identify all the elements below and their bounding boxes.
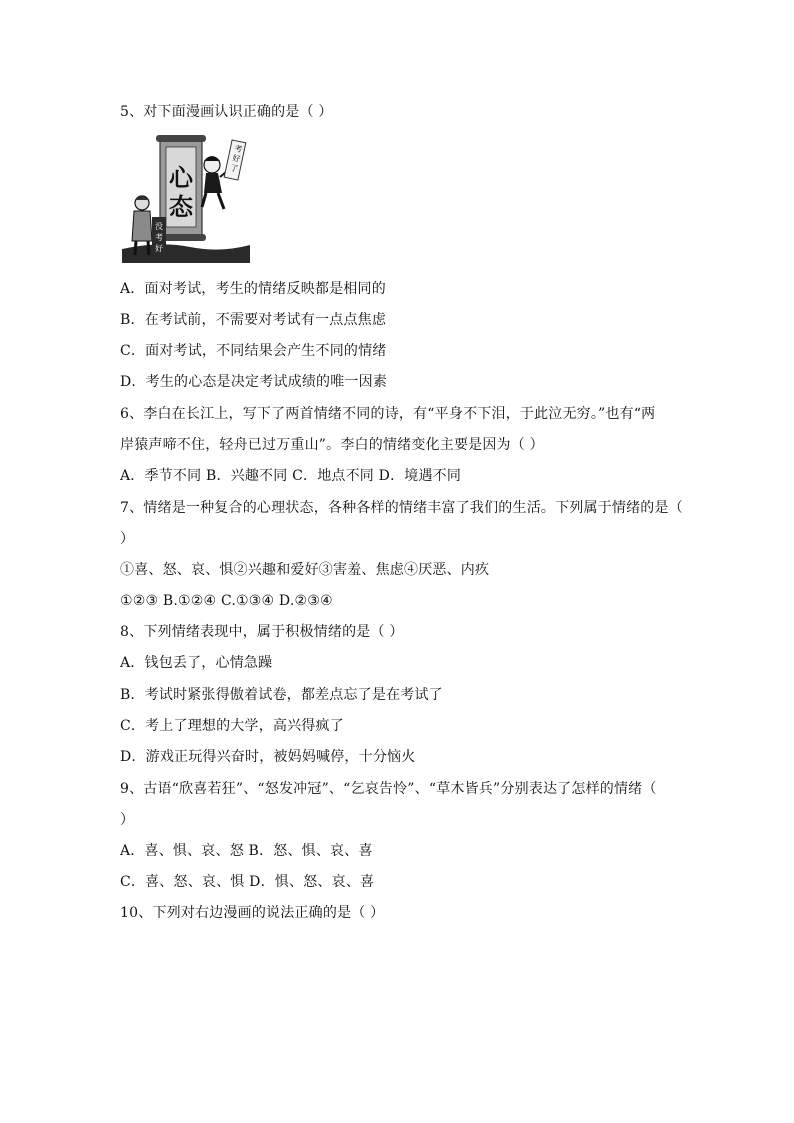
exam-mindset-comic-image <box>120 131 252 263</box>
q9-stem-line2: ） <box>120 812 135 828</box>
q8-option-b: B．考试时紧张得傲着试卷，都差点忘了是在考试了 <box>120 687 443 703</box>
svg-text:考: 考 <box>155 233 163 242</box>
q5-option-d: D．考生的心态是决定考试成绩的唯一因素 <box>120 374 388 390</box>
comic-scroll-char-1: 心 <box>169 164 193 192</box>
svg-text:没: 没 <box>155 222 163 231</box>
q6-stem-line2: 岸猿声啼不住，轻舟已过万重山”。李白的情绪变化主要是因为（ ） <box>120 437 544 453</box>
q8-option-c: C．考上了理想的大学，高兴得疯了 <box>120 718 344 734</box>
q9-options-row1: A．喜、惧、哀、怒 B．怒、惧、哀、喜 <box>120 843 373 859</box>
q6-stem-line1: 6、李白在长江上，写下了两首情绪不同的诗，有“平身不下泪，于此泣无穷。”也有“两 <box>120 406 656 422</box>
q10-stem: 10、下列对右边漫画的说法正确的是（ ） <box>120 905 385 921</box>
q8-option-d: D．游戏正玩得兴奋时，被妈妈喊停，十分恼火 <box>120 749 416 765</box>
q5-option-c: C．面对考试，不同结果会产生不同的情绪 <box>120 343 387 359</box>
q7-options: ①②③ B.①②④ C.①③④ D.②③④ <box>120 593 333 609</box>
svg-text:好: 好 <box>231 153 242 164</box>
svg-text:好: 好 <box>155 244 163 253</box>
q6-options: A．季节不同 B．兴趣不同 C．地点不同 D．境遇不同 <box>120 468 462 484</box>
q5-option-a: A．面对考试，考生的情绪反映都是相同的 <box>120 281 386 297</box>
q5-stem: 5、对下面漫画认识正确的是（ ） <box>120 104 333 120</box>
q8-stem: 8、下列情绪表现中，属于积极情绪的是（ ） <box>120 624 404 640</box>
q8-option-a: A．钱包丢了，心情急躁 <box>120 655 273 671</box>
q9-stem-line1: 9、古语“欣喜若狂”、“怒发冲冠”、“乞哀告怜”、“草木皆兵”分别表达了怎样的情绪（ <box>120 781 657 797</box>
q9-options-row2: C．喜、怒、哀、惧 D．惧、怒、哀、喜 <box>120 874 375 890</box>
comic-scroll-char-2: 态 <box>169 193 193 221</box>
q7-items: ①喜、怒、哀、惧②兴趣和爱好③害羞、焦虑④厌恶、内疚 <box>120 562 490 578</box>
q7-stem-line1: 7、情绪是一种复合的心理状态，各种各样的情绪丰富了我们的生活。下列属于情绪的是（ <box>120 500 683 516</box>
svg-text:考: 考 <box>233 143 244 155</box>
q7-stem-line2: ） <box>120 531 135 547</box>
svg-text:了: 了 <box>229 163 240 174</box>
q5-option-b: B．在考试前，不需要对考试有一点点焦虑 <box>120 312 387 328</box>
